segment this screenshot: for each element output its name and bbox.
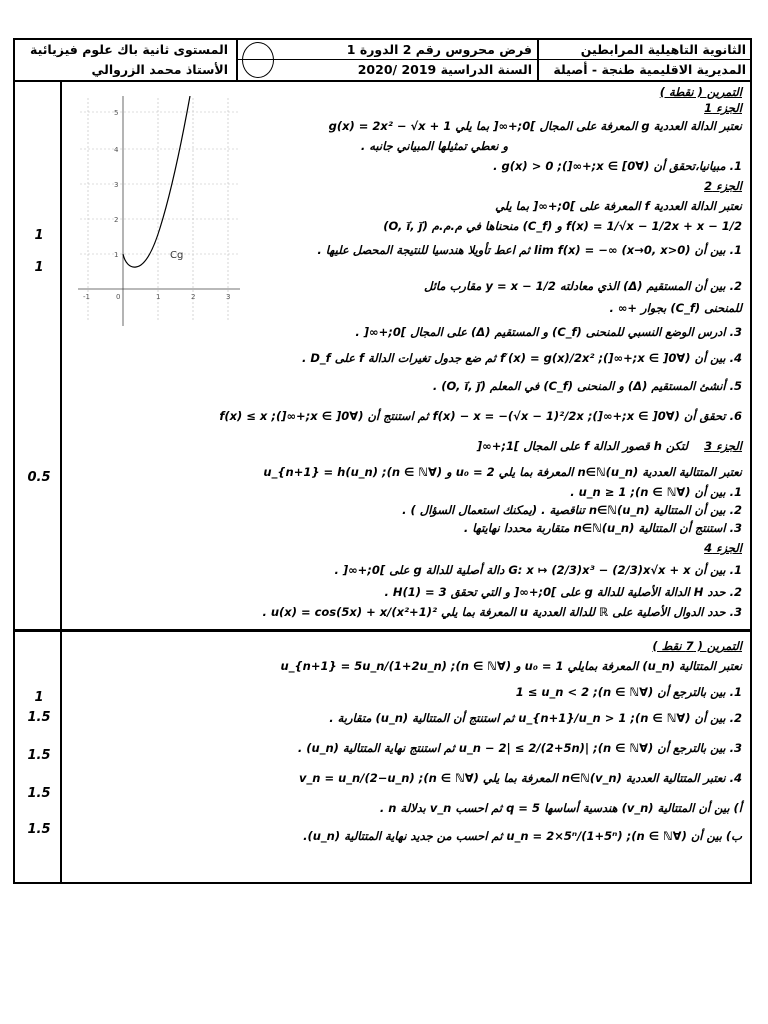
header-divider-right — [537, 38, 539, 82]
header-mid-line — [238, 59, 537, 60]
exercise2-line: نعتبر المتتالية (u_n) المعرفة بمايلي u₀ = 1 و (∀n ∈ ℕ); u_{n+1} = 5u_n/(1+2u_n) — [280, 659, 742, 673]
x-tick: 1 — [156, 293, 161, 301]
exercise2-line: أ) بين أن المتتالية (v_n) هندسية أساسها q = 5 ثم احسب v_n بدلالة n . — [379, 801, 742, 815]
exercise2-line: ب) بين أن (∀n ∈ ℕ); u_n = 2×5ⁿ/(1+5ⁿ) ثم احسب من جديد نهاية المتتالية (u_n). — [303, 829, 742, 843]
part1-heading: الجزء 1 — [704, 101, 742, 115]
header-mid-line-right — [539, 59, 752, 60]
part4-line: 2. حدد H الدالة الأصلية للدالة g على ]0;+∞[ و التي تحقق H(1) = 3 . — [384, 585, 742, 599]
function-graph — [78, 96, 240, 326]
part2-heading: الجزء 2 — [704, 179, 742, 193]
score-ex1-part2-q1b: 1 — [34, 260, 44, 275]
y-tick: 4 — [114, 146, 119, 154]
teacher: الأستاذ محمد الزروالي — [91, 62, 228, 77]
part2-line: 2. بين أن المستقيم (Δ) الذي معادلته y = x − 1/2 مقارب مائل — [424, 279, 742, 293]
part4-line: 1. بين أن G: x ↦ (2/3)x³ − (2/3)x√x + x دالة أصلية للدالة g على ]0;+∞[ . — [334, 563, 742, 577]
exercise-separator — [13, 629, 752, 632]
part3-heading: الجزء 3 — [704, 439, 742, 453]
part3-line: لتكن h قصور الدالة f على المجال ]1;+∞[ — [476, 439, 688, 453]
score-ex1-part2-q1: 1 — [34, 228, 44, 243]
curve-cg — [123, 96, 190, 267]
part1-line: 1. مبيانيا،تحقق أن (∀x ∈ [0;+∞[); g(x) > 0 . — [493, 159, 742, 173]
graph-svg — [78, 96, 240, 326]
curve-label: Cg — [170, 250, 184, 261]
part3-line: 1. بين أن (∀n ∈ ℕ); u_n ≥ 1 . — [570, 485, 742, 499]
part2-line: f(x) = 1/√x − 1/2x + x − 1/2 و (C_f) منحناها في م.م.م (O, i⃗, j⃗) — [383, 219, 742, 233]
x-tick: 2 — [191, 293, 196, 301]
y-tick: 5 — [114, 109, 119, 117]
part1-line: نعتبر الدالة العددية g المعرفة على المجال ]0;+∞[ بما يلي g(x) = 2x² − √x + 1 — [328, 119, 742, 133]
part2-line: 6. تحقق أن (∀x ∈ ]0;+∞[); f(x) − x = −(√x − 1)²/2x ثم استنتج أن (∀x ∈ ]0;+∞[); f(x) ≤ x — [219, 409, 742, 423]
part3-line: نعتبر المتتالية العددية (u_n)n∈ℕ المعرفة بما يلي u₀ = 2 و (∀n ∈ ℕ); u_{n+1} = h(u_n) — [263, 465, 742, 479]
part3-line: 3. استنتج أن المتتالية (u_n)n∈ℕ متقاربة محددا نهايتها . — [463, 521, 742, 535]
y-tick: 1 — [114, 251, 119, 259]
part3-line: 2. بين أن المتتالية (u_n)n∈ℕ تناقصية . (يمكنك استعمال السؤال ) . — [402, 503, 742, 517]
part4-line: 3. حدد الدوال الأصلية على ℝ للدالة العددية u المعرفة بما يلي u(x) = cos(5x) + x/(x²+1)² . — [262, 605, 742, 619]
exercise2-line: 4. نعتبر المتتالية العددية (v_n)n∈ℕ المعرفة بما يلي (∀n ∈ ℕ); v_n = u_n/(2−u_n) — [299, 771, 742, 785]
part2-line: 5. أنشئ المستقيم (Δ) و المنحنى (C_f) في المعلم (O, i⃗, j⃗) . — [432, 379, 742, 393]
grade-circle — [242, 42, 274, 78]
header-bottom-line — [13, 80, 752, 82]
level: المستوى ثانية باك علوم فيزيائية — [30, 42, 228, 57]
directorate-name: المديرية الاقليمية طنجة - أصيلة — [553, 62, 746, 77]
x-tick: 0 — [116, 293, 121, 301]
score-ex2-q1: 1 — [34, 690, 44, 705]
part1-line: و نعطي تمثيلها المبياني جانبه . — [360, 139, 508, 153]
part2-line: للمنحنى (C_f) بجوار +∞ . — [609, 301, 742, 315]
part2-line: 1. بين أن lim f(x) = −∞ (x→0, x>0) ثم اعط تأويلا هندسيا للنتيجة المحصل عليها . — [317, 243, 742, 257]
score-ex2-q5: 1.5 — [27, 822, 51, 837]
y-tick: 3 — [114, 181, 119, 189]
part2-line: 3. ادرس الوضع النسبي للمنحنى (C_f) و المستقيم (Δ) على المجال ]0;+∞[ . — [355, 325, 742, 339]
x-tick: -1 — [83, 293, 90, 301]
header-divider-left — [236, 38, 238, 82]
score-ex2-q4: 1.5 — [27, 786, 51, 801]
exercise1-title: التمرين ( نقطة ) — [659, 85, 742, 99]
y-tick: 2 — [114, 216, 119, 224]
school-name: الثانوية التاهيلية المرابطين — [580, 42, 746, 57]
score-ex2-q1b: 1.5 — [27, 710, 51, 725]
part4-heading: الجزء 4 — [704, 541, 742, 555]
exercise2-title: التمرين ( 7 نقط ) — [652, 639, 742, 653]
exercise2-line: 1. بين بالترجع أن (∀n ∈ ℕ); 1 ≤ u_n < 2 — [515, 685, 742, 699]
exercise2-line: 3. بين بالترجع أن (∀n ∈ ℕ); |u_n − 2| ≤ 2/(2+5n) ثم استنتج نهاية المتتالية (u_n) . — [297, 741, 742, 755]
part2-line: نعتبر الدالة العددية f المعرفة على ]0;+∞[ بما يلي — [495, 199, 742, 213]
part2-line: 4. بين أن (∀x ∈ ]0;+∞[); f′(x) = g(x)/2x² ثم ضع جدول تغيرات الدالة f على D_f . — [302, 351, 742, 365]
x-tick: 3 — [226, 293, 231, 301]
school-year: السنة الدراسية 2019 /2020 — [357, 62, 532, 77]
score-ex2-q3: 1.5 — [27, 748, 51, 763]
exercise2-line: 2. بين أن (∀n ∈ ℕ); u_{n+1}/u_n > 1 ثم استنتج أن المتتالية (u_n) متقاربة . — [329, 711, 742, 725]
exam-title: فرض محروس رقم 2 الدورة 1 — [346, 42, 532, 57]
score-ex1-part3: 0.5 — [27, 470, 51, 485]
